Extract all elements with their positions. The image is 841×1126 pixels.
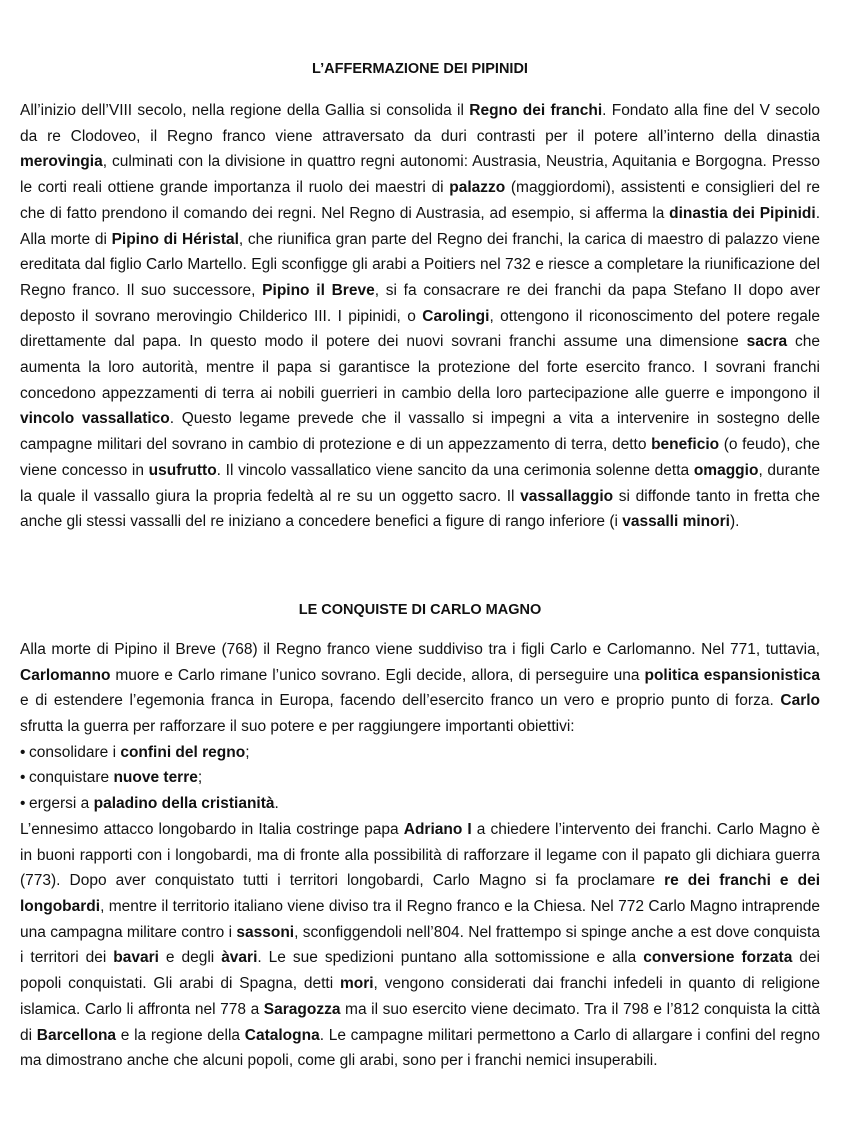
bold-term: politica espansionistica — [644, 666, 820, 684]
bold-term: Adriano I — [403, 820, 472, 838]
bold-term: àvari — [221, 949, 258, 967]
bold-term: beneficio — [651, 436, 720, 454]
paragraph-carlo-magno-conquests — [20, 817, 820, 1074]
text-run: consolidare i — [29, 743, 121, 761]
list-item-text — [29, 795, 279, 812]
bullet-icon: • — [20, 743, 26, 761]
paragraph-pipinidi — [20, 98, 820, 535]
text-run: , si fa consacrare re dei franchi da papa Stefano II dopo aver deposto il sovrano merovingio Childerico III. I pipinidi, o — [20, 281, 820, 325]
objectives-list — [20, 740, 820, 817]
text-run: (maggiordomi), assistenti e consiglieri del re che di fatto prendono il comando dei regni. Nel Regno di Austrasia, ad esempio, si afferma la — [20, 179, 820, 222]
list-item-text — [29, 744, 250, 761]
bold-term: Catalogna — [244, 1026, 320, 1044]
bullet-icon: • — [20, 795, 26, 813]
text-run: conquistare — [29, 769, 114, 787]
text-run: All’inizio dell’VIII secolo, nella regione della Gallia si consolida il — [20, 102, 470, 119]
text-run: ergersi a — [29, 795, 94, 813]
bold-term: merovingia — [20, 153, 103, 171]
text-run: muore e Carlo rimane l’unico sovrano. Egli decide, allora, di perseguire una — [110, 666, 645, 684]
bold-term: confini del regno — [120, 743, 246, 761]
text-run: . Questo legame prevede che il vassallo si impegni a vita a intervenire in sostegno delle campagne militari del sovrano in cambio di protezione e di un appezzamento di terra, detto — [20, 410, 820, 454]
text-run: . Le campagne militari permettono a Carlo di allargare i confini del regno ma dimostrano anche che alcuni popoli, come gli arabi, sono per i franchi nemici insuperabili. — [20, 1026, 821, 1070]
list-item — [20, 765, 820, 791]
bold-term: dinastia dei Pipinidi — [669, 204, 816, 222]
text-run: , mentre il territorio italiano viene diviso tra il Regno franco e la Chiesa. Nel 772 Carlo Magno intraprende una campagna militare contro i — [20, 897, 820, 941]
bold-term: Regno dei franchi — [469, 102, 603, 119]
section-title-carlo-magno: LE CONQUISTE DI CARLO MAGNO — [298, 601, 542, 618]
text-run: e la regione della — [116, 1026, 245, 1044]
bold-term: re dei franchi e dei longobardi — [20, 872, 820, 915]
text-run: , che riunifica gran parte del Regno dei franchi, la carica di maestro di palazzo viene ereditata dal figlio Carlo Martello. Egli sconfigge gli arabi a Poitiers nel 732 e riesce a completare la riunificazione del Regno franco. Il suo successore, — [20, 230, 820, 299]
text-run: ; — [245, 743, 250, 761]
bold-term: conversione forzata — [643, 949, 793, 967]
paragraph-carlo-magno-intro — [20, 637, 820, 740]
text-run: . Alla morte di — [20, 204, 820, 248]
bold-term: vassallaggio — [520, 487, 614, 505]
text-run: . Fondato alla fine del V secolo da re Clodoveo, il Regno franco viene attraversato da duri contrasti per il potere all’interno della dinastia — [20, 102, 820, 145]
bold-term: Pipino di Héristal — [111, 230, 239, 248]
bold-term: vassalli minori — [622, 513, 730, 531]
bold-term: Carlomanno — [20, 666, 111, 684]
bold-term: Pipino il Breve — [262, 281, 375, 299]
text-run: ; — [197, 769, 203, 787]
text-run: sfrutta la guerra per rafforzare il suo potere e per raggiungere importanti obiettivi: — [20, 718, 575, 736]
bold-term: Carlo — [780, 692, 820, 710]
bold-term: Saragozza — [263, 1000, 341, 1018]
bold-term: bavari — [113, 949, 159, 967]
text-run: , ottengono il riconoscimento del potere regale direttamente dal papa. In questo modo il potere dei nuovi sovrani franchi assume una dimensione — [20, 307, 820, 351]
text-run: L’ennesimo attacco longobardo in Italia costringe papa — [20, 820, 404, 838]
bold-term: paladino della cristianità — [93, 795, 275, 813]
text-run: , culminati con la divisione in quattro regni autonomi: Austrasia, Neustria, Aquitania e Borgogna. Presso le corti reali ottiene grande importanza il ruolo dei maestri di — [20, 153, 820, 197]
text-run: , vengono considerati dai franchi infedeli in quanto di religione islamica. Carlo li affronta nel 778 a — [20, 975, 820, 1018]
bold-term: sacra — [746, 333, 788, 351]
section-title-pipinidi: L’AFFERMAZIONE DEI PIPINIDI — [312, 61, 528, 77]
text-run: . — [274, 795, 279, 813]
text-run: e di estendere l’egemonia franca in Europa, facendo dell’esercito franco un vero e proprio punto di forza. — [20, 692, 781, 710]
text-run: , durante la quale il vassallo giura la propria fedeltà al re su un oggetto sacro. Il — [20, 461, 820, 505]
list-item — [20, 740, 820, 766]
bold-term: palazzo — [449, 179, 506, 197]
bold-term: mori — [339, 975, 374, 993]
bold-term: sassoni — [236, 923, 295, 941]
text-run: ma il suo esercito viene decimato. Tra il 798 e l’812 conquista la città di — [20, 1000, 820, 1044]
text-run: . Le sue spedizioni puntano alla sottomissione e alla — [257, 949, 644, 967]
text-run: . Il vincolo vassallatico viene sancito da una cerimonia solenne detta — [216, 461, 694, 479]
bold-term: vincolo vassallatico — [20, 410, 170, 428]
text-run: (o feudo), che viene concesso in — [20, 436, 820, 479]
text-run: e degli — [158, 949, 222, 967]
bold-term: nuove terre — [113, 769, 198, 787]
document-page — [20, 58, 820, 1074]
list-item-text — [29, 769, 202, 786]
text-run: Alla morte di Pipino il Breve (768) il Regno franco viene suddiviso tra i figli Carlo e Carlomanno. Nel 771, tuttavia, — [20, 640, 820, 658]
bullet-icon: • — [20, 769, 26, 787]
text-run: dei popoli conquistati. Gli arabi di Spagna, detti — [20, 949, 820, 993]
bold-term: Barcellona — [36, 1026, 117, 1044]
text-run: si diffonde tanto in fretta che anche gli stessi vassalli del re iniziano a concedere benefici a figure di rango inferiore (i — [20, 487, 820, 531]
list-item — [20, 791, 820, 817]
text-run: che aumenta la loro autorità, mentre il papa si garantisce la protezione del forte esercito franco. I sovrani franchi concedono appezzamenti di terra ai nobili guerrieri in cambio della loro partecipazione alle guerre e impongono il — [20, 333, 820, 402]
bold-term: omaggio — [693, 461, 759, 479]
text-run: , sconfiggendoli nell’804. Nel frattempo si spinge anche a est dove conquista i territori dei — [20, 923, 820, 967]
text-run: a chiedere l’intervento dei franchi. Carlo Magno è in buoni rapporti con i longobardi, ma di fronte alla possibilità di rafforzare il legame con il papato gli dichiara guerra (773). Dopo aver conquistato tutti i territori longobardi, Carlo Magno si fa proclamare — [20, 820, 820, 890]
bold-term: Carolingi — [422, 307, 490, 325]
text-run: ). — [729, 513, 740, 531]
bold-term: usufrutto — [148, 461, 217, 479]
